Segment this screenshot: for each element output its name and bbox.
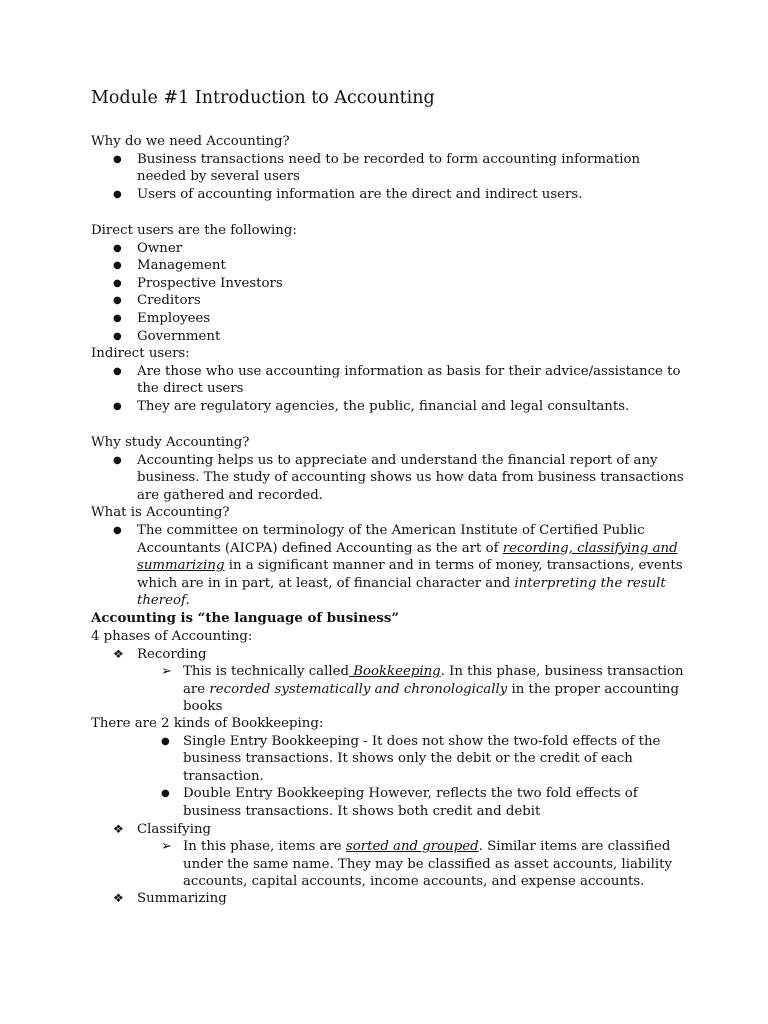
section-summarizing: [91, 890, 691, 908]
emphasis-text: recorded systematically and chronologically: [209, 681, 508, 697]
section-bookkeeping: [91, 715, 691, 891]
list-item: ➢ This is technically called Bookkeeping. In this phase, business transaction are recorded systematically and chronologically in the proper accounting books: [91, 663, 691, 716]
list-item: ● Prospective Investors: [91, 275, 691, 293]
bullet-list: [91, 240, 691, 346]
section-heading: What is Accounting?: [91, 505, 230, 521]
list-item: ● Single Entry Bookkeeping - It does not show the two-fold effects of the business transactions. It shows only the debit or the credit of each transaction.: [91, 733, 691, 786]
phase-item: ❖ Recording: [91, 646, 691, 664]
section-phases: [91, 628, 691, 716]
section-heading: 4 phases of Accounting:: [91, 629, 253, 644]
list-item: ● Employees: [91, 310, 691, 328]
list-item: ● Double Entry Bookkeeping However, reflects the two fold effects of business transactions. It shows both credit and debit: [91, 785, 691, 820]
section-heading: There are 2 kinds of Bookkeeping:: [91, 716, 324, 731]
emphasis-text: recording, classifying and summarizing: [137, 540, 678, 574]
list-item: ● Owner: [91, 240, 691, 258]
section-why-need: [91, 133, 691, 203]
emphasis-text: sorted and grouped: [345, 839, 479, 855]
emphasis-text: interpreting the result thereof.: [137, 575, 666, 609]
section-heading: Why study Accounting?: [91, 435, 250, 450]
bullet-list: [91, 151, 691, 204]
key-statement: Accounting is “the language of business”: [91, 610, 399, 626]
emphasis-text: Bookkeeping: [348, 664, 441, 680]
diamond-list: [91, 821, 691, 839]
list-item: ● They are regulatory agencies, the public, financial and legal consultants.: [91, 398, 691, 416]
bullet-list: [91, 733, 691, 821]
section-direct-users: [91, 222, 691, 416]
list-item: ● Accounting helps us to appreciate and understand the financial report of any business. The study of accounting shows us how data from business transactions are gathered and recorded.: [91, 452, 691, 505]
list-item: ➢ In this phase, items are sorted and grouped. Similar items are classified under the same name. They may be classified as asset accounts, liability accounts, capital accounts, income accounts, and expense accounts.: [91, 838, 691, 891]
list-item: ● Users of accounting information are the direct and indirect users.: [91, 186, 691, 204]
diamond-list: [91, 890, 691, 908]
section-heading: Direct users are the following:: [91, 223, 297, 238]
list-item: ● Government: [91, 328, 691, 346]
phase-item: ❖ Classifying: [91, 821, 691, 839]
page-title: Module #1 Introduction to Accounting: [91, 88, 435, 108]
section-heading: Why do we need Accounting?: [91, 134, 290, 149]
list-item: ● Creditors: [91, 292, 691, 310]
list-item: ● Are those who use accounting information as basis for their advice/assistance to the direct users: [91, 363, 691, 398]
section-why-study: [91, 434, 691, 628]
list-item: ● The committee on terminology of the American Institute of Certified Public Accountants (AICPA) defined Accounting as the art of recording, classifying and summarizing in a significant manner and in terms of money, transactions, events which are in in part, at least, of financial character and interpreting the result thereof.: [91, 522, 691, 610]
list-item: ● Management: [91, 257, 691, 275]
bullet-list: [91, 363, 691, 416]
phase-item: ❖ Summarizing: [91, 890, 691, 908]
arrow-list: [91, 838, 691, 891]
arrow-list: [91, 663, 691, 716]
section-heading: Indirect users:: [91, 346, 190, 362]
bullet-list: [91, 452, 691, 505]
bullet-list: [91, 522, 691, 610]
list-item: ● Business transactions need to be recorded to form accounting information needed by several users: [91, 151, 691, 186]
diamond-list: [91, 646, 691, 664]
